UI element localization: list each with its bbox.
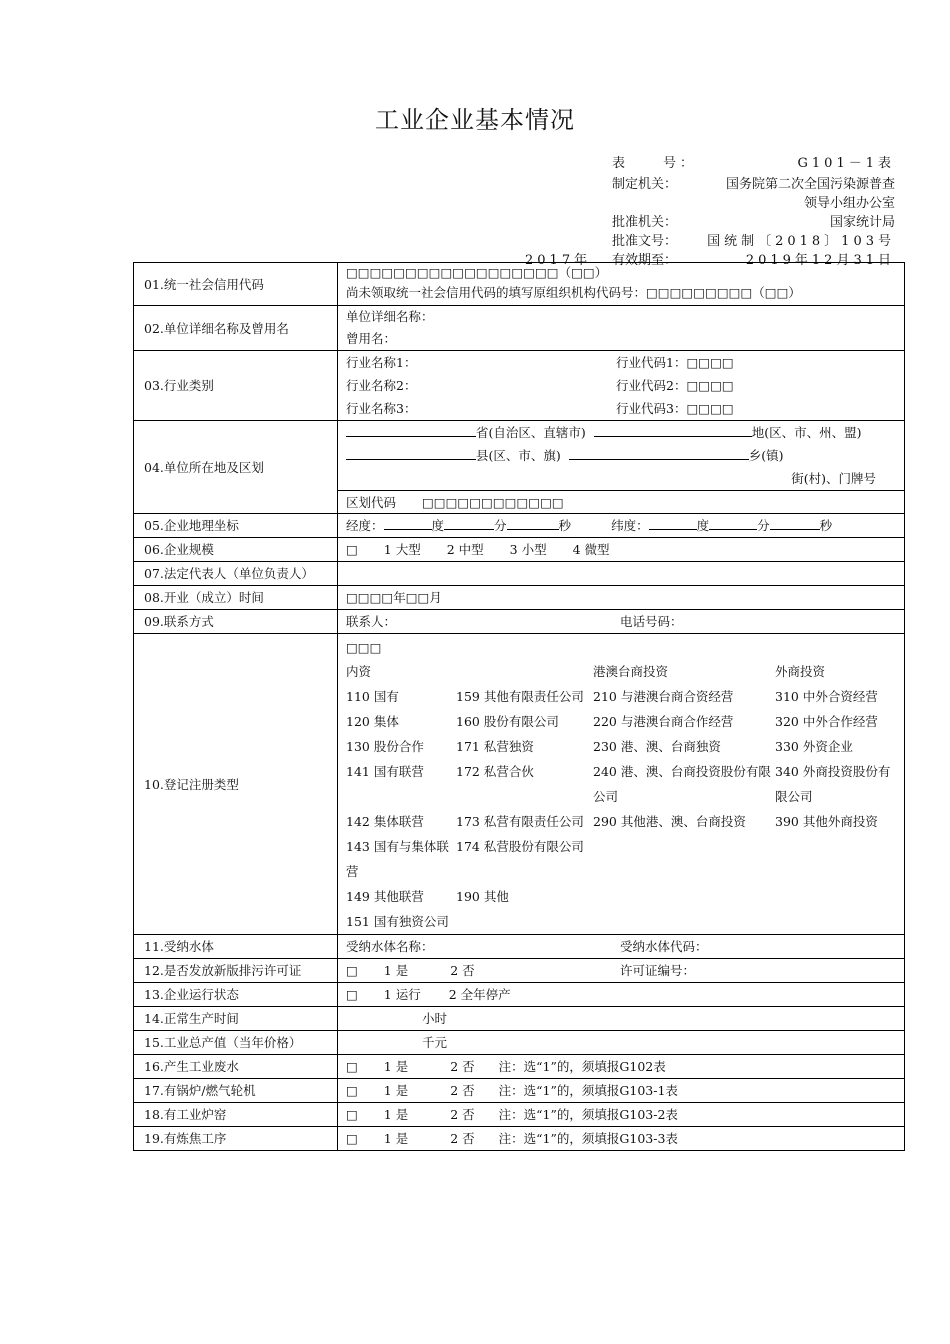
doc-no-label: 批准文号：: [612, 234, 678, 249]
header-hmt: 港澳台商投资: [593, 664, 669, 679]
industry-code-1[interactable]: 行业代码1：□□□□: [616, 355, 734, 370]
row-boiler: [134, 1079, 905, 1103]
boiler-line[interactable]: [346, 1079, 896, 1102]
row-legal-rep: [134, 562, 905, 586]
location-line-2[interactable]: [346, 444, 896, 467]
label-output-value: 15.工业总产值（当年价格）: [134, 1031, 338, 1055]
row-industry: [134, 351, 905, 421]
scale-opt-micro: 4 微型: [572, 542, 610, 557]
reg-110: 110 国有: [346, 689, 399, 704]
latitude-label: 纬度：: [611, 518, 649, 533]
scale-opt-small: 3 小型: [509, 542, 547, 557]
lat-sec-blank[interactable]: [770, 514, 820, 530]
coking-line[interactable]: [346, 1127, 896, 1150]
label-operation-status: 13.企业运行状态: [134, 983, 338, 1007]
wastewater-line[interactable]: [346, 1055, 896, 1078]
reg-220: 220 与港澳台商合作经营: [593, 714, 734, 729]
lat-sec-unit: 秒: [819, 518, 833, 533]
kiln-no: 2 否: [450, 1107, 475, 1122]
row-kiln: [134, 1103, 905, 1127]
reg-143: 143 国有与集体联营: [346, 839, 449, 879]
label-coking: 19.有炼焦工序: [134, 1127, 338, 1151]
label-credit-code: 01.统一社会信用代码: [134, 263, 338, 306]
permit-number-label: 许可证编号：: [620, 963, 696, 978]
reg-240: 240 港、澳、台商投资股份有限公司: [593, 764, 771, 804]
industry-name-1: 行业名称1：: [346, 355, 417, 370]
industry-name-3: 行业名称3：: [346, 401, 417, 416]
wastewater-note: 注：选“1”的，须填报G102表: [498, 1059, 666, 1074]
division-code-label: 区划代码: [346, 495, 397, 510]
label-industry: 03.行业类别: [134, 351, 338, 421]
legal-rep-field[interactable]: [338, 562, 905, 586]
water-body-name-label: 受纳水体名称：: [346, 939, 434, 954]
boiler-yes: 1 是: [383, 1083, 409, 1098]
label-wastewater: 16.产生工业废水: [134, 1055, 338, 1079]
town-text: 乡(镇): [748, 448, 784, 463]
valid-label: 有效期至：: [612, 253, 678, 268]
reg-310: 310 中外合资经营: [775, 689, 878, 704]
row-production-time: [134, 1007, 905, 1031]
lng-min-blank[interactable]: [444, 514, 494, 530]
location-line-3[interactable]: [346, 467, 896, 490]
former-name-field[interactable]: 曾用名：: [346, 331, 397, 346]
industry-line-3[interactable]: [346, 397, 896, 420]
city-blank[interactable]: [594, 421, 752, 437]
approver-label: 批准机关：: [612, 215, 678, 230]
reg-151: 151 国有独资公司: [346, 914, 449, 929]
lng-sec-unit: 秒: [558, 518, 572, 533]
label-scale: 06.企业规模: [134, 538, 338, 562]
town-blank[interactable]: [569, 444, 749, 460]
contact-line[interactable]: [346, 610, 896, 633]
label-registration-type: 10.登记注册类型: [134, 634, 338, 935]
reg-173: 173 私营有限责任公司: [456, 814, 584, 829]
industry-name-2: 行业名称2：: [346, 378, 417, 393]
header-domestic: 内资: [346, 664, 372, 679]
reg-210: 210 与港澳台商合资经营: [593, 689, 734, 704]
kiln-note: 注：选“1”的，须填报G103-2表: [498, 1107, 678, 1122]
label-legal-rep: 07.法定代表人（单位负责人）: [134, 562, 338, 586]
lat-min-unit: 分: [757, 518, 770, 533]
doc-no-value: 国统制〔2018〕103号: [707, 234, 895, 249]
label-water-body: 11.受纳水体: [134, 935, 338, 959]
authority-value-1: 国务院第二次全国污染源普查: [725, 177, 895, 192]
reg-230: 230 港、澳、台商独资: [593, 739, 721, 754]
thousand-yuan-unit: 千元: [422, 1035, 448, 1050]
reg-149: 149 其他联营: [346, 889, 424, 904]
registration-type-grid: [346, 659, 896, 934]
production-time-field[interactable]: [346, 1007, 896, 1030]
lng-deg-unit: 度: [431, 518, 445, 533]
coking-yes: 1 是: [383, 1131, 409, 1146]
scale-line[interactable]: [346, 538, 896, 561]
authority-label: 制定机关：: [612, 177, 678, 192]
hours-unit: 小时: [422, 1011, 448, 1026]
row-coking: [134, 1127, 905, 1151]
scale-opt-medium: 2 中型: [446, 542, 484, 557]
label-open-date: 08.开业（成立）时间: [134, 586, 338, 610]
row-contact: [134, 610, 905, 634]
label-contact: 09.联系方式: [134, 610, 338, 634]
form-title: 工业企业基本情况: [375, 106, 575, 134]
permit-checkbox[interactable]: □: [346, 963, 358, 978]
label-unit-name: 02.单位详细名称及曾用名: [134, 306, 338, 351]
reg-340: 340 外商投资股份有限公司: [775, 764, 891, 804]
division-code-line[interactable]: [338, 490, 904, 513]
reg-190: 190 其他: [456, 889, 509, 904]
reg-290: 290 其他港、澳、台商投资: [593, 814, 746, 829]
contact-person-label: 联系人：: [346, 614, 397, 629]
lng-sec-blank[interactable]: [507, 514, 559, 530]
reg-330: 330 外资企业: [775, 739, 853, 754]
industry-code-2[interactable]: 行业代码2：□□□□: [616, 378, 734, 393]
lat-deg-blank[interactable]: [649, 514, 697, 530]
water-body-line[interactable]: [346, 935, 896, 958]
row-coordinates: [134, 514, 905, 538]
operation-checkbox[interactable]: □: [346, 987, 358, 1002]
org-code-boxes[interactable]: 尚未领取统一社会信用代码的填写原组织机构代码号：□□□□□□□□□（□□）: [346, 285, 801, 300]
reg-160: 160 股份有限公司: [456, 714, 559, 729]
permit-line[interactable]: [346, 959, 896, 982]
authority-value-2: 领导小组办公室: [803, 196, 895, 211]
header-foreign: 外商投资: [775, 664, 826, 679]
wastewater-no: 2 否: [450, 1059, 475, 1074]
reg-141: 141 国有联营: [346, 764, 424, 779]
reg-172: 172 私营合伙: [456, 764, 534, 779]
row-unit-name: [134, 306, 905, 351]
longitude-label: 经度：: [346, 518, 384, 533]
phone-label: 电话号码：: [620, 614, 683, 629]
boiler-no: 2 否: [450, 1083, 475, 1098]
reg-130: 130 股份合作: [346, 739, 424, 754]
wastewater-checkbox[interactable]: □: [346, 1059, 358, 1074]
county-blank[interactable]: [346, 444, 476, 460]
kiln-yes: 1 是: [383, 1107, 409, 1122]
reg-171: 171 私营独资: [456, 739, 534, 754]
location-line-1[interactable]: [346, 421, 896, 444]
registration-boxes[interactable]: □□□: [346, 640, 382, 655]
province-blank[interactable]: [346, 421, 476, 437]
unit-name-field[interactable]: 单位详细名称：: [346, 309, 434, 324]
row-location: [134, 421, 905, 514]
city-text: 地(区、市、州、盟): [751, 425, 862, 440]
industry-line-1[interactable]: [346, 351, 896, 374]
operation-stopped: 2 全年停产: [448, 987, 511, 1002]
row-operation-status: [134, 983, 905, 1007]
label-boiler: 17.有锅炉/燃气轮机: [134, 1079, 338, 1103]
credit-code-boxes[interactable]: □□□□□□□□□□□□□□□□□□（□□）: [346, 265, 608, 280]
lng-deg-blank[interactable]: [384, 514, 432, 530]
reg-390: 390 其他外商投资: [775, 814, 878, 829]
reg-142: 142 集体联营: [346, 814, 424, 829]
coking-note: 注：选“1”的，须填报G103-3表: [498, 1131, 678, 1146]
county-text: 县(区、市、旗): [476, 448, 561, 463]
reg-174: 174 私营股份有限公司: [456, 839, 584, 854]
permit-no: 2 否: [450, 963, 475, 978]
coking-no: 2 否: [450, 1131, 475, 1146]
kiln-checkbox[interactable]: □: [346, 1107, 358, 1122]
reg-159: 159 其他有限责任公司: [456, 689, 584, 704]
scale-checkbox[interactable]: □: [346, 542, 358, 557]
street-text: 街(村)、门牌号: [791, 471, 876, 486]
reg-320: 320 中外合作经营: [775, 714, 878, 729]
output-value-field[interactable]: [346, 1031, 896, 1054]
year-text: 2017年: [525, 253, 592, 268]
boiler-note: 注：选“1”的，须填报G103-1表: [498, 1083, 678, 1098]
row-scale: [134, 538, 905, 562]
open-date-field[interactable]: □□□□年□□月: [346, 590, 442, 605]
valid-value: 2019年12月31日: [745, 253, 895, 268]
table-no-label: 表 号：: [612, 156, 698, 171]
enterprise-form-table: [133, 262, 905, 1151]
permit-yes: 1 是: [383, 963, 409, 978]
industry-line-2[interactable]: [346, 374, 896, 397]
row-wastewater: [134, 1055, 905, 1079]
table-no-value: G101－1表: [797, 156, 895, 171]
scale-opt-large: 1 大型: [383, 542, 421, 557]
coking-checkbox[interactable]: □: [346, 1131, 358, 1146]
operation-running: 1 运行: [383, 987, 421, 1002]
boiler-checkbox[interactable]: □: [346, 1083, 358, 1098]
approver-value: 国家统计局: [829, 215, 895, 230]
credit-code-cell[interactable]: [338, 263, 905, 306]
wastewater-yes: 1 是: [383, 1059, 409, 1074]
province-text: 省(自治区、直辖市): [476, 425, 586, 440]
row-output-value: [134, 1031, 905, 1055]
reg-120: 120 集体: [346, 714, 399, 729]
label-permit: 12.是否发放新版排污许可证: [134, 959, 338, 983]
industry-code-3[interactable]: 行业代码3：□□□□: [616, 401, 734, 416]
operation-status-line[interactable]: [346, 983, 896, 1006]
row-permit: [134, 959, 905, 983]
label-coordinates: 05.企业地理坐标: [134, 514, 338, 538]
division-code-boxes[interactable]: □□□□□□□□□□□□: [422, 495, 564, 510]
water-body-code-label: 受纳水体代码：: [620, 939, 708, 954]
kiln-line[interactable]: [346, 1103, 896, 1126]
row-registration-type: [134, 634, 905, 935]
coordinates-line[interactable]: [346, 514, 896, 537]
label-location: 04.单位所在地及区划: [134, 421, 338, 514]
row-open-date: [134, 586, 905, 610]
label-kiln: 18.有工业炉窑: [134, 1103, 338, 1127]
label-production-time: 14.正常生产时间: [134, 1007, 338, 1031]
lng-min-unit: 分: [494, 518, 507, 533]
row-water-body: [134, 935, 905, 959]
lat-min-blank[interactable]: [709, 514, 757, 530]
lat-deg-unit: 度: [696, 518, 710, 533]
row-credit-code: [134, 263, 905, 306]
